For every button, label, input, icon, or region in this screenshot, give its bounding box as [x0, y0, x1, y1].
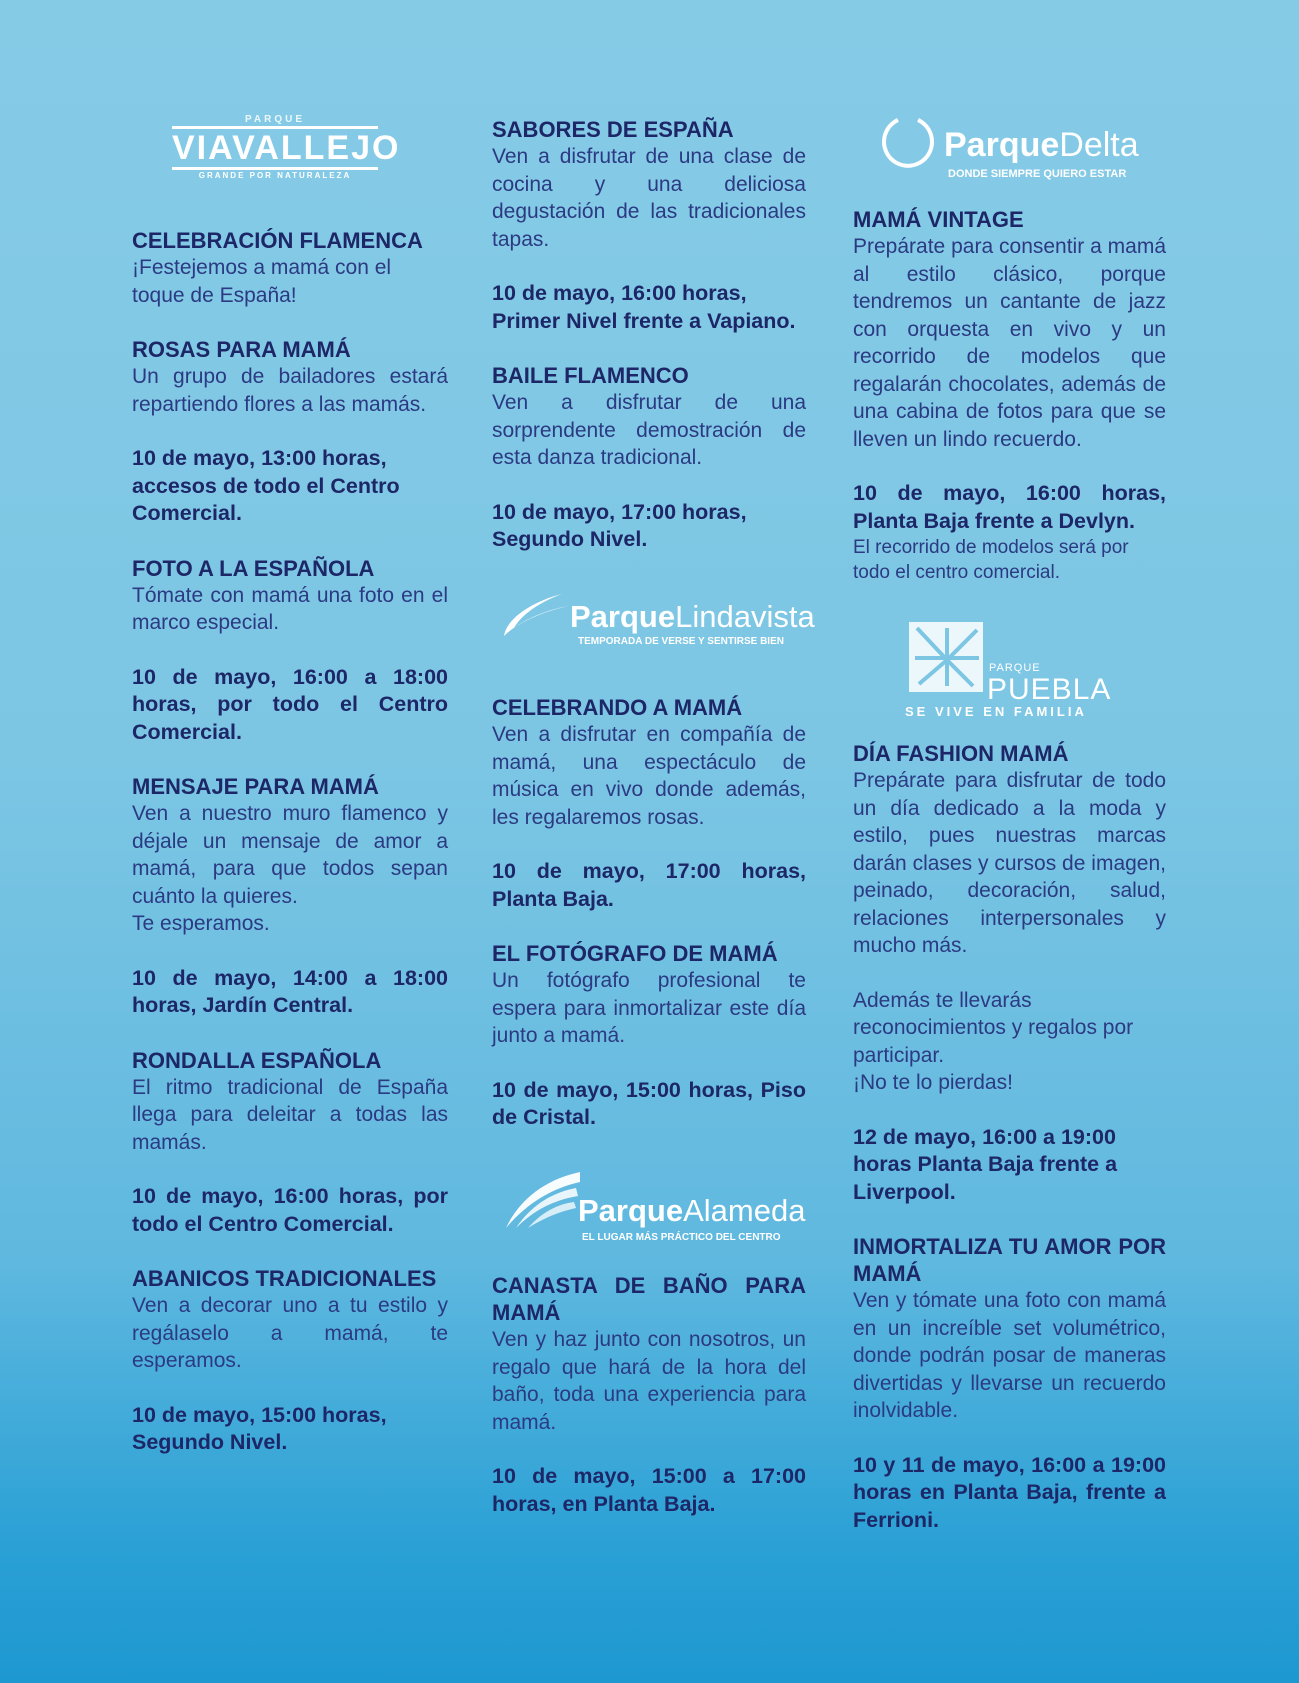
puebla-logo-name: PUEBLA [987, 673, 1112, 706]
column-delta [853, 206, 1166, 585]
event-schedule: 10 de mayo, 17:00 horas, Segundo Nivel. [492, 499, 747, 551]
event-schedule: 10 de mayo, 16:00 horas, por todo el Centro Comercial. [132, 1184, 448, 1236]
event-description: ¡Festejemos a mamá con el toque de España! [132, 256, 392, 307]
viavallejo-logo-top: PARQUE [244, 114, 306, 125]
viavallejo-logo-tag: GRANDE POR NATURALEZA [198, 171, 352, 180]
logo-rule [172, 167, 378, 170]
event-title: FOTO A LA ESPAÑOLA [132, 555, 375, 581]
event-note: El recorrido de modelos será por todo el centro comercial. [853, 537, 1129, 583]
event-description: Ven a disfrutar en compañía de mamá, una espectáculo de música en vivo donde además, les regalaremos rosas. [492, 723, 806, 829]
event-description: Un grupo de bailadores estará repartiendo flores a las mamás. [132, 365, 448, 416]
event-rosas-para-mama [132, 336, 448, 528]
event-title: MENSAJE PARA MAMÁ [132, 774, 379, 799]
event-rondalla-espanola [132, 1047, 448, 1239]
column-central [492, 116, 806, 554]
event-mensaje-para-mama [132, 773, 448, 1020]
event-foto-a-la-espanola [132, 555, 448, 747]
event-title: MAMÁ VINTAGE [853, 207, 1024, 232]
wings-icon [502, 1170, 582, 1232]
event-title: EL FOTÓGRAFO DE MAMÁ [492, 941, 778, 966]
lindavista-logo-bold: Parque [570, 599, 676, 634]
event-schedule: 10 de mayo, 17:00 horas, Planta Baja. [492, 859, 806, 911]
event-description: Ven y tómate una foto con mamá en un increíble set volumétrico, donde podrán posar de maneras divertidas y llevarse un recuerdo inolvidable. [853, 1289, 1166, 1422]
event-title: CANASTA DE BAÑO PARA MAMÁ [492, 1273, 806, 1325]
event-description: Ven a disfrutar de una clase de cocina y una deliciosa degustación de las tradicionales tapas. [492, 145, 806, 251]
event-title: CELEBRANDO A MAMÁ [492, 695, 743, 720]
geometric-pattern-icon [907, 620, 985, 694]
event-schedule: 10 de mayo, 16:00 horas, Primer Nivel frente a Vapiano. [492, 281, 796, 333]
event-inmortaliza-tu-amor [853, 1233, 1166, 1534]
event-description-extra: Además te llevarás reconocimientos y regalos por participar. ¡No te lo pierdas! [853, 988, 1134, 1094]
event-celebrando-a-mama [492, 694, 806, 913]
event-description: El ritmo tradicional de España llega para deleitar a todas las mamás. [132, 1075, 448, 1154]
swoosh-icon [500, 592, 570, 644]
delta-logo-light: Delta [1059, 126, 1139, 164]
event-description: Tómate con mamá una foto en el marco especial. [132, 583, 448, 634]
event-schedule: 10 de mayo, 15:00 horas, Segundo Nivel. [132, 1402, 387, 1454]
event-title: INMORTALIZA TU AMOR POR MAMÁ [853, 1234, 1166, 1286]
event-celebracion-flamenca [132, 227, 448, 309]
event-schedule: 10 de mayo, 13:00 horas, accesos de todo el Centro Comercial. [132, 446, 400, 525]
event-schedule: 10 de mayo, 16:00 a 18:00 horas, por todo el Centro Comercial. [132, 664, 448, 744]
puebla-logo-top: PARQUE [989, 662, 1041, 674]
event-schedule: 10 de mayo, 14:00 a 18:00 horas, Jardín Central. [132, 965, 448, 1017]
lindavista-logo-tag: TEMPORADA DE VERSE Y SENTIRSE BIEN [578, 636, 784, 647]
column-viavallejo [132, 227, 448, 1457]
event-el-fotografo-de-mama [492, 940, 806, 1132]
event-title: ABANICOS TRADICIONALES [132, 1266, 437, 1291]
event-canasta-de-bano [492, 1272, 806, 1518]
puebla-logo-tag: SE VIVE EN FAMILIA [905, 704, 1087, 719]
event-dia-fashion-mama [853, 740, 1166, 1206]
event-sabores-de-espana [492, 116, 806, 335]
event-mama-vintage [853, 206, 1166, 585]
column-puebla [853, 740, 1166, 1534]
event-description: Un fotógrafo profesional te espera para inmortalizar este día junto a mamá. [492, 969, 806, 1047]
event-title: ROSAS PARA MAMÁ [132, 337, 351, 362]
event-schedule: 10 y 11 de mayo, 16:00 a 19:00 horas en Planta Baja, frente a Ferrioni. [853, 1452, 1166, 1532]
event-description: Ven a disfrutar de una sorprendente demostración de esta danza tradicional. [492, 391, 806, 469]
lindavista-logo-light: Lindavista [675, 599, 815, 634]
alameda-logo-bold: Parque [578, 1193, 684, 1228]
event-title: BAILE FLAMENCO [492, 363, 689, 388]
circle-icon [878, 114, 936, 172]
event-description: Ven a decorar uno a tu estilo y regálaselo a mamá, te esperamos. [132, 1294, 448, 1372]
event-schedule: 10 de mayo, 15:00 horas, Piso de Cristal. [492, 1077, 806, 1129]
column-lindavista [492, 694, 806, 1132]
event-schedule: 10 de mayo, 16:00 horas, Planta Baja frente a Devlyn. [853, 481, 1166, 533]
event-description: Ven y haz junto con nosotros, un regalo que hará de la hora del baño, toda una experiencia para mamá. [492, 1328, 806, 1434]
alameda-logo-light: Alameda [683, 1193, 806, 1228]
delta-logo-bold: Parque [944, 126, 1060, 164]
event-description: Prepárate para consentir a mamá al estilo clásico, porque tendremos un cantante de jazz con orquesta en vivo y un recorrido de modelos que regalarán chocolates, además de una cabina de fotos para que se lleven un lindo recuerdo. [853, 235, 1166, 451]
event-baile-flamenco [492, 362, 806, 554]
event-title: SABORES DE ESPAÑA [492, 117, 734, 142]
delta-logo-tag: DONDE SIEMPRE QUIERO ESTAR [948, 168, 1127, 180]
event-title: DÍA FASHION MAMÁ [853, 741, 1069, 766]
event-title: RONDALLA ESPAÑOLA [132, 1047, 382, 1073]
alameda-logo-tag: EL LUGAR MÁS PRÁCTICO DEL CENTRO [582, 1232, 781, 1243]
event-description: Prepárate para disfrutar de todo un día dedicado a la moda y estilo, pues nuestras marcas darán clases y cursos de imagen, peinado, decoración, salud, relaciones interpersonales y mucho más. [853, 769, 1166, 957]
viavallejo-logo [172, 114, 401, 180]
event-schedule: 10 de mayo, 15:00 a 17:00 horas, en Planta Baja. [492, 1464, 806, 1516]
event-title: CELEBRACIÓN FLAMENCA [132, 228, 423, 253]
column-alameda [492, 1272, 806, 1518]
event-abanicos-tradicionales [132, 1265, 448, 1457]
event-schedule: 12 de mayo, 16:00 a 19:00 horas Planta Baja frente a Liverpool. [853, 1124, 1118, 1204]
viavallejo-logo-name: VIAVALLEJO [172, 129, 401, 167]
event-description: Ven a nuestro muro flamenco y déjale un mensaje de amor a mamá, para que todos sepan cuánto la quieres. Te esperamos. [132, 802, 448, 935]
